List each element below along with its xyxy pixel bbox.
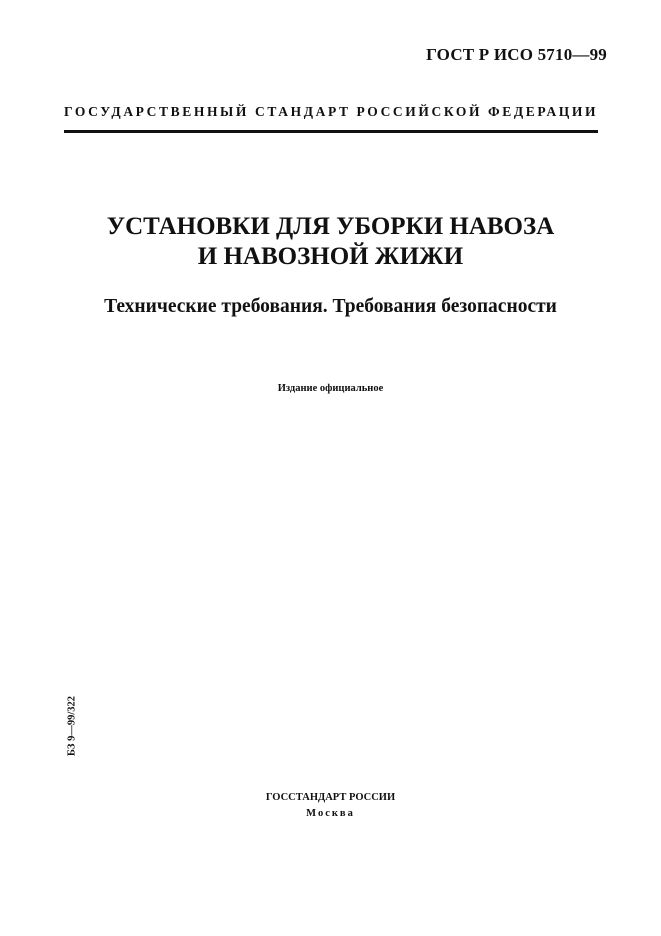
header-divider xyxy=(64,130,598,133)
standard-number: ГОСТ Р ИСО 5710—99 xyxy=(426,45,607,64)
title-line-1: УСТАНОВКИ ДЛЯ УБОРКИ НАВОЗА xyxy=(106,213,555,240)
publisher-name: ГОССТАНДАРТ РОССИИ xyxy=(265,792,396,803)
title-line-2: И НАВОЗНОЙ ЖИЖИ xyxy=(197,243,464,270)
edition-note: Издание официальное xyxy=(277,383,384,394)
side-print-code: БЗ 9—99/322 xyxy=(66,695,78,757)
document-title xyxy=(0,212,661,272)
document-subtitle: Технические требования. Требования безопасности xyxy=(104,296,557,317)
publisher-city: Москва xyxy=(306,808,355,819)
organization-header: ГОСУДАРСТВЕННЫЙ СТАНДАРТ РОССИЙСКОЙ ФЕДЕРАЦИИ xyxy=(64,104,599,119)
